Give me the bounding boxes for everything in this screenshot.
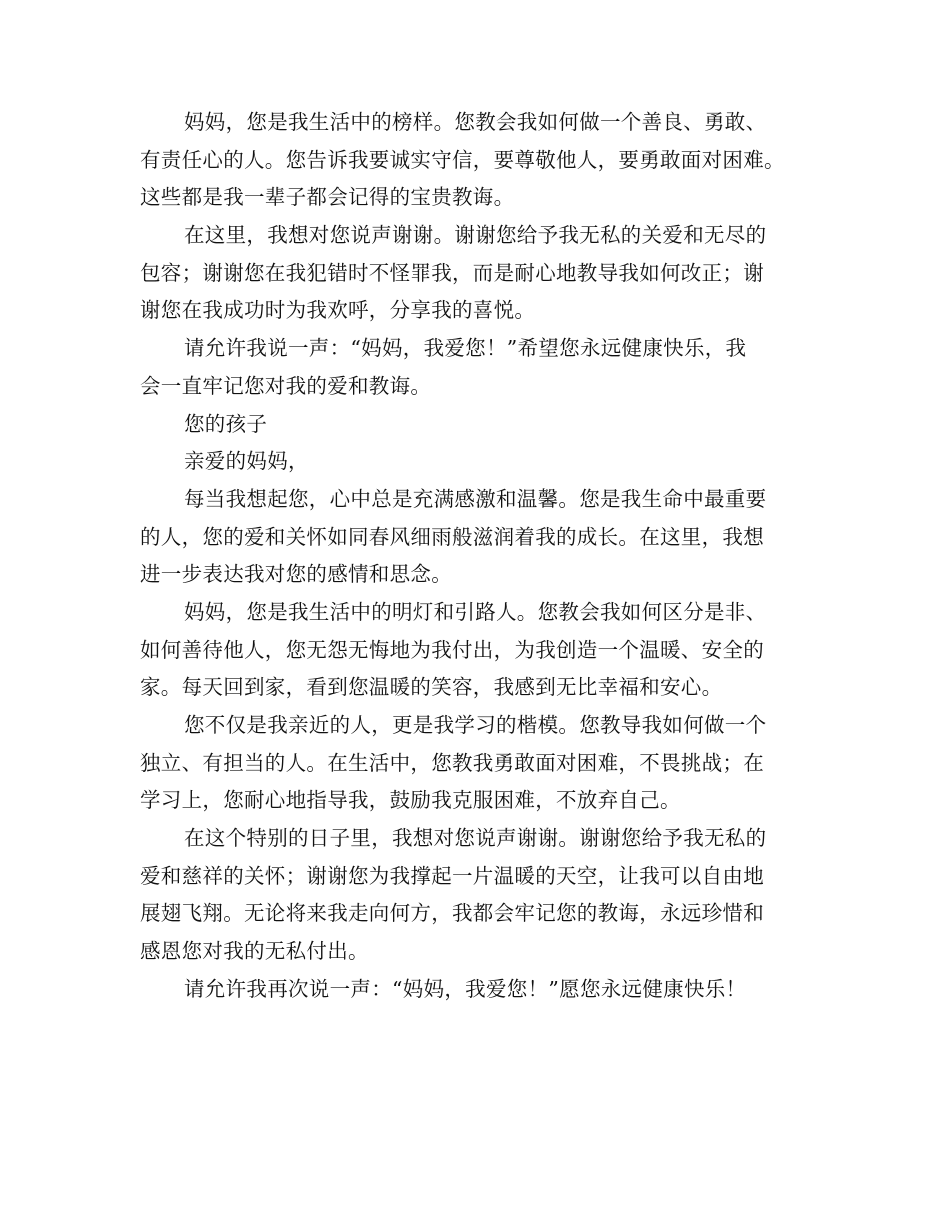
text-line: 如何善待他人，您无怨无悔地为我付出，为我创造一个温暖、安全的 <box>140 637 764 662</box>
text-line: 会一直牢记您对我的爱和教诲。 <box>140 373 432 398</box>
text-line: 的人，您的爱和关怀如同春风细雨般滋润着我的成长。在这里，我想 <box>140 524 764 549</box>
salutation-line: 亲爱的妈妈， <box>184 449 309 474</box>
text-line: 请允许我再次说一声：“妈妈，我爱您！”愿您永远健康快乐！ <box>184 976 747 1001</box>
text-line: 家。每天回到家，看到您温暖的笑容，我感到无比幸福和安心。 <box>140 675 723 700</box>
text-line: 展翅飞翔。无论将来我走向何方，我都会牢记您的教诲，永远珍惜和 <box>140 901 764 926</box>
text-line: 感恩您对我的无私付出。 <box>140 939 369 964</box>
text-line: 请允许我说一声：“妈妈，我爱您！”希望您永远健康快乐，我 <box>184 336 747 361</box>
text-line: 妈妈，您是我生活中的榜样。您教会我如何做一个善良、勇敢、 <box>184 110 767 134</box>
text-line: 妈妈，您是我生活中的明灯和引路人。您教会我如何区分是非、 <box>184 599 767 624</box>
document-page <box>140 104 820 1009</box>
signature-line: 您的孩子 <box>184 411 268 436</box>
text-line: 进一步表达我对您的感情和思念。 <box>140 562 452 587</box>
text-line: 您不仅是我亲近的人，更是我学习的楷模。您教导我如何做一个 <box>184 713 767 737</box>
text-line: 在这里，我想对您说声谢谢。谢谢您给予我无私的关爱和无尽的 <box>184 223 767 248</box>
text-line: 包容；谢谢您在我犯错时不怪罪我，而是耐心地教导我如何改正；谢 <box>140 260 764 285</box>
text-line: 这些都是我一辈子都会记得的宝贵教诲。 <box>140 185 515 210</box>
text-line: 独立、有担当的人。在生活中，您教我勇敢面对困难，不畏挑战；在 <box>140 750 764 775</box>
text-line: 有责任心的人。您告诉我要诚实守信，要尊敬他人，要勇敢面对困难。 <box>140 147 785 172</box>
text-line: 爱和慈祥的关怀；谢谢您为我撑起一片温暖的天空，让我可以自由地 <box>140 863 764 888</box>
text-line: 学习上，您耐心地指导我，鼓励我克服困难，不放弃自己。 <box>140 788 681 813</box>
text-line: 谢您在我成功时为我欢呼，分享我的喜悦。 <box>140 298 536 323</box>
text-line: 每当我想起您，心中总是充满感激和温馨。您是我生命中最重要 <box>184 486 767 511</box>
text-line: 在这个特别的日子里，我想对您说声谢谢。谢谢您给予我无私的 <box>184 826 767 851</box>
